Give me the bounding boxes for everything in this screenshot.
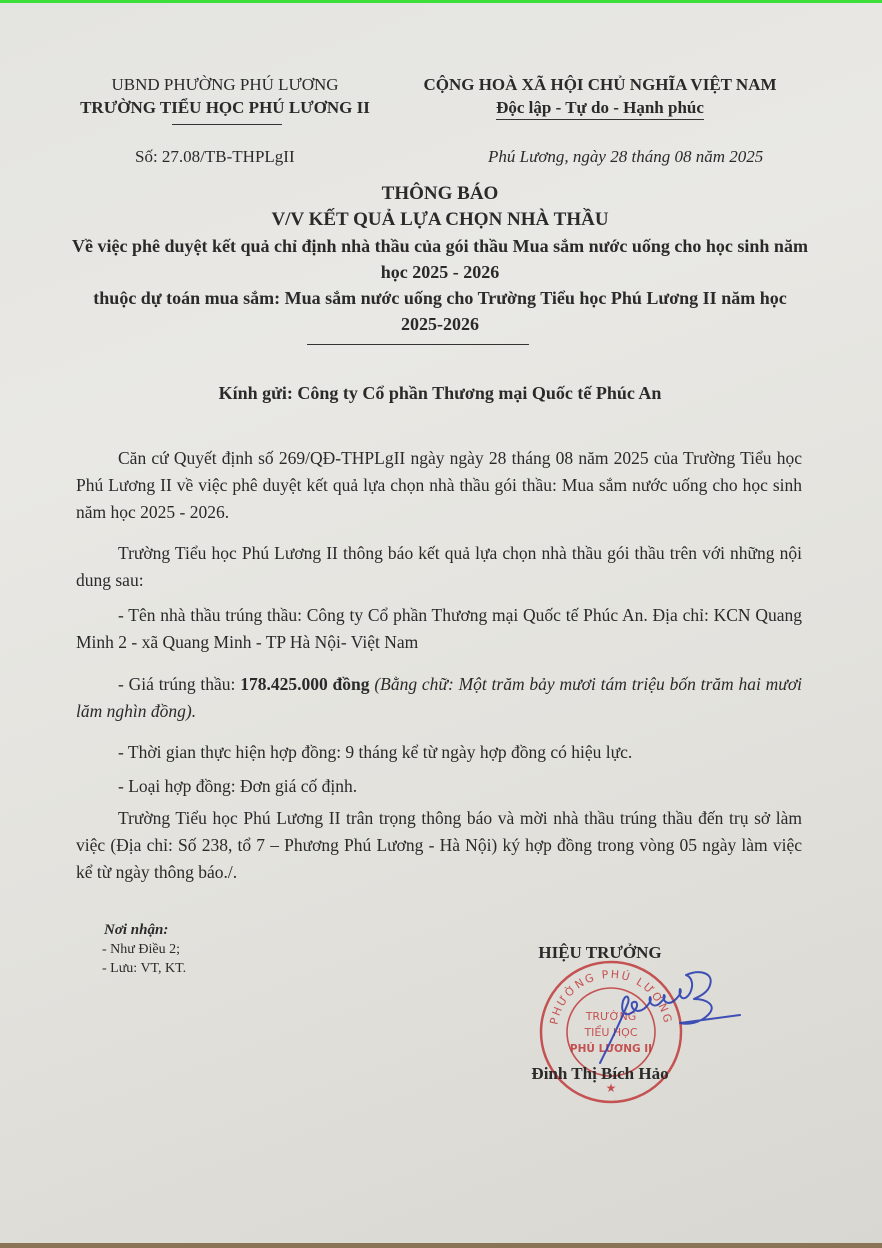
nation-name: CỘNG HOÀ XÃ HỘI CHỦ NGHĨA VIỆT NAM: [423, 75, 777, 94]
price-in-words: (Bằng chữ: Một trăm bảy mươi tám triệu bốn trăm hai mươi lăm nghìn đồng).: [76, 674, 803, 721]
price-amount: 178.425.000 đồng: [240, 674, 370, 694]
handwritten-signature-icon: [590, 963, 750, 1073]
school-name: TRƯỜNG TIỂU HỌC PHÚ LƯƠNG II: [80, 98, 370, 117]
distribution-label: Nơi nhận:: [104, 922, 169, 938]
document-title: [60, 181, 820, 337]
distribution-list: [104, 921, 186, 978]
distribution-item: - Như Điều 2;: [102, 942, 180, 957]
title-line-1: THÔNG BÁO: [381, 183, 499, 204]
place-date: Phú Lương, ngày 28 tháng 08 năm 2025: [488, 147, 764, 166]
paragraph-announcement: Trường Tiểu học Phú Lương II thông báo kết quả lựa chọn nhà thầu gói thầu trên với những nội dung sau:: [76, 543, 802, 590]
price-label: - Giá trúng thầu:: [118, 674, 241, 694]
svg-text:★: ★: [605, 1081, 617, 1095]
signer-title: HIỆU TRƯỞNG: [538, 943, 662, 962]
svg-text:TRƯỜNG: TRƯỜNG: [585, 1010, 637, 1023]
issuer-header: [60, 73, 390, 119]
addressee: Kính gửi: Công ty Cổ phần Thương mại Quốc tế Phúc An: [218, 383, 662, 403]
title-line-2: V/V KẾT QUẢ LỰA CHỌN NHÀ THẦU: [271, 209, 609, 230]
authority-name: UBND PHƯỜNG PHÚ LƯƠNG: [111, 75, 339, 94]
paragraph-contract-duration: - Thời gian thực hiện hợp đồng: 9 tháng kể từ ngày hợp đồng có hiệu lực.: [118, 742, 633, 762]
signer-name: Đinh Thị Bích Hảo: [531, 1064, 669, 1083]
paragraph-invitation: Trường Tiểu học Phú Lương II trân trọng thông báo và mời nhà thầu trúng thầu đến trụ sở làm việc (Địa chỉ: Số 238, tổ 7 – Phương Phú Lương - Hà Nội) ký hợp đồng trong vòng 05 ngày làm việc kể từ ngày thông báo./.: [76, 808, 802, 882]
svg-text:PHÚ LƯƠNG II: PHÚ LƯƠNG II: [569, 1043, 653, 1055]
svg-text:PHƯỜNG PHÚ LƯƠNG: PHƯỜNG PHÚ LƯƠNG: [547, 967, 675, 1026]
title-line-3: Về việc phê duyệt kết quả chỉ định nhà thầu của gói thầu Mua sắm nước uống cho học sinh năm học 2025 - 2026: [72, 236, 808, 282]
paragraph-winning-price: [76, 671, 802, 725]
svg-text:TIỂU HỌC: TIỂU HỌC: [584, 1026, 638, 1039]
document-page: [0, 3, 882, 1243]
title-underline: [307, 344, 529, 345]
document-number: Số: 27.08/TB-THPLgII: [135, 147, 295, 166]
title-line-4: thuộc dự toán mua sắm: Mua sắm nước uống cho Trường Tiểu học Phú Lương II năm học 2025-2026: [93, 288, 787, 334]
distribution-item: - Lưu: VT, KT.: [102, 961, 187, 976]
issuer-underline: [172, 124, 282, 125]
national-header: [405, 73, 795, 119]
paragraph-winning-bidder: - Tên nhà thầu trúng thầu: Công ty Cổ phần Thương mại Quốc tế Phúc An. Địa chỉ: KCN Quang Minh 2 - xã Quang Minh - TP Hà Nội- Việt Nam: [76, 605, 802, 652]
paragraph-basis: Căn cứ Quyết định số 269/QĐ-THPLgII ngày ngày 28 tháng 08 năm 2025 của Trường Tiểu học Phú Lương II về việc phê duyệt kết quả lựa chọn nhà thầu gói thầu: Mua sắm nước uống cho học sinh năm học 2025 - 2026.: [76, 448, 802, 522]
national-motto: Độc lập - Tự do - Hạnh phúc: [496, 98, 704, 120]
paragraph-contract-type: - Loại hợp đồng: Đơn giá cố định.: [118, 776, 358, 796]
